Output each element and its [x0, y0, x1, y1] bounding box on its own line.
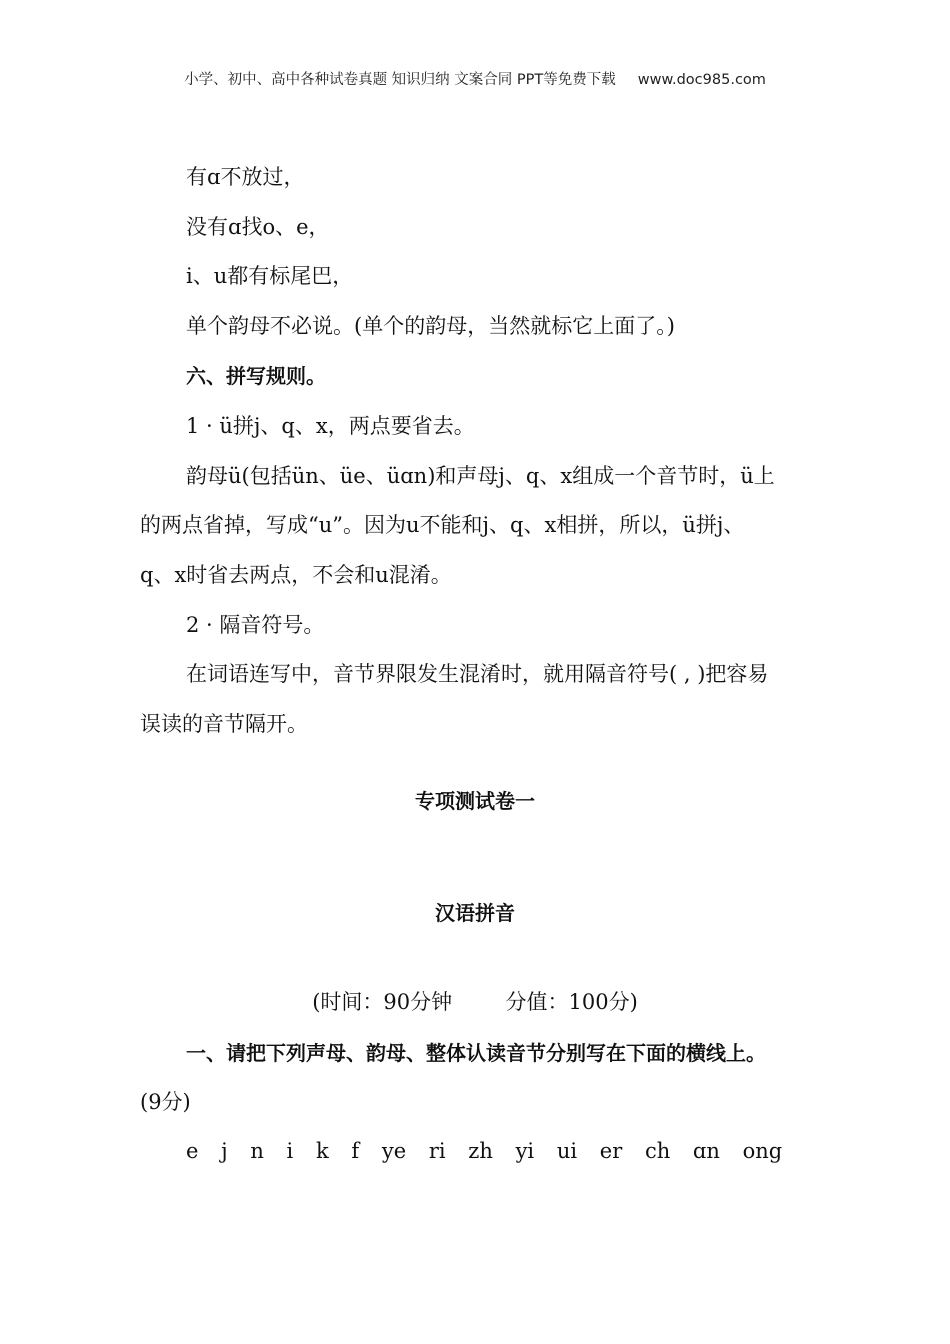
header-text: 小学、初中、高中各种试卷真题 知识归纳 文案合同 PPT等免费下载	[184, 72, 616, 88]
rule-1-text-2: 的两点省掉，写成“u”。因为u不能和j、q、x相拼，所以，ü拼j、	[140, 513, 745, 537]
test-title: 专项测试卷一	[415, 789, 535, 813]
pinyin-item: er	[599, 1139, 623, 1163]
pinyin-item: zh	[468, 1139, 493, 1163]
question-1-line-1: 一、请把下列声母、韵母、整体认读音节分别写在下面的横线上。	[186, 1041, 766, 1065]
test-info: (时间：90分钟 分值：100分)	[312, 990, 638, 1014]
pinyin-list	[186, 1136, 798, 1166]
rule-2-text-2: 误读的音节隔开。	[140, 712, 308, 736]
pinyin-item: ɑn	[692, 1139, 720, 1163]
section-6-title: 六、拼写规则。	[186, 364, 326, 388]
rule-2-title: 2 · 隔音符号。	[186, 613, 325, 637]
rule-2-text-1: 在词语连写中，音节界限发生混淆时，就用隔音符号( , )把容易	[186, 662, 769, 686]
rule-1-title: 1 · ü拼j、q、x，两点要省去。	[186, 414, 475, 438]
rhyme-line-4: 单个韵母不必说。(单个的韵母，当然就标它上面了。)	[186, 314, 675, 338]
rule-1-text-1: 韵母ü(包括ün、üe、üɑn)和声母j、q、x组成一个音节时，ü上	[186, 464, 775, 488]
page-header	[0, 68, 950, 89]
rule-1-text-3: q、x时省去两点，不会和u混淆。	[140, 563, 452, 587]
pinyin-item: ch	[644, 1139, 671, 1163]
pinyin-item: j	[221, 1139, 228, 1163]
rhyme-line-1: 有ɑ不放过，	[186, 165, 305, 189]
pinyin-item: ui	[556, 1139, 578, 1163]
pinyin-item: n	[250, 1139, 264, 1163]
test-subtitle: 汉语拼音	[435, 901, 515, 925]
header-site: www.doc985.com	[637, 72, 766, 88]
rhyme-line-3: i、u都有标尾巴，	[186, 264, 354, 288]
question-1-line-2: (9分)	[140, 1090, 191, 1114]
pinyin-item: yi	[515, 1139, 535, 1163]
pinyin-item: f	[351, 1139, 360, 1163]
pinyin-item: ri	[428, 1139, 446, 1163]
pinyin-item: e	[186, 1139, 199, 1163]
pinyin-item: i	[286, 1139, 294, 1163]
pinyin-item: k	[315, 1139, 329, 1163]
pinyin-item: ye	[381, 1139, 407, 1163]
pinyin-item: ong	[742, 1139, 783, 1163]
rhyme-line-2: 没有ɑ找o、e，	[186, 215, 330, 239]
